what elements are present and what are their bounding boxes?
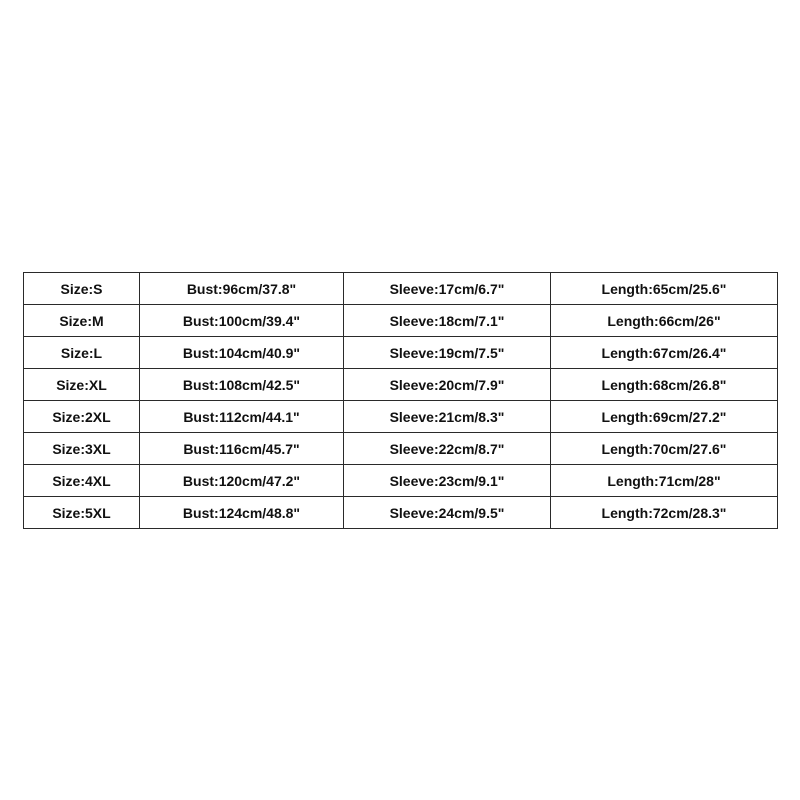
sleeve-cell: Sleeve:23cm/9.1" — [344, 465, 551, 497]
sleeve-cell: Sleeve:22cm/8.7" — [344, 433, 551, 465]
size-cell: Size:5XL — [24, 497, 140, 529]
table-row — [24, 305, 778, 337]
table-row — [24, 401, 778, 433]
size-chart-body — [24, 273, 778, 529]
sleeve-cell: Sleeve:21cm/8.3" — [344, 401, 551, 433]
sleeve-cell: Sleeve:20cm/7.9" — [344, 369, 551, 401]
table-row — [24, 369, 778, 401]
bust-cell: Bust:116cm/45.7" — [140, 433, 344, 465]
bust-cell: Bust:104cm/40.9" — [140, 337, 344, 369]
sleeve-cell: Sleeve:18cm/7.1" — [344, 305, 551, 337]
size-cell: Size:XL — [24, 369, 140, 401]
bust-cell: Bust:100cm/39.4" — [140, 305, 344, 337]
sleeve-cell: Sleeve:24cm/9.5" — [344, 497, 551, 529]
size-cell: Size:3XL — [24, 433, 140, 465]
length-cell: Length:70cm/27.6" — [551, 433, 778, 465]
length-cell: Length:71cm/28" — [551, 465, 778, 497]
table-row — [24, 465, 778, 497]
bust-cell: Bust:124cm/48.8" — [140, 497, 344, 529]
size-cell: Size:S — [24, 273, 140, 305]
length-cell: Length:72cm/28.3" — [551, 497, 778, 529]
size-cell: Size:L — [24, 337, 140, 369]
length-cell: Length:65cm/25.6" — [551, 273, 778, 305]
bust-cell: Bust:120cm/47.2" — [140, 465, 344, 497]
size-cell: Size:2XL — [24, 401, 140, 433]
size-cell: Size:4XL — [24, 465, 140, 497]
bust-cell: Bust:96cm/37.8" — [140, 273, 344, 305]
table-row — [24, 273, 778, 305]
size-cell: Size:M — [24, 305, 140, 337]
length-cell: Length:69cm/27.2" — [551, 401, 778, 433]
bust-cell: Bust:112cm/44.1" — [140, 401, 344, 433]
size-chart-table — [23, 272, 778, 529]
sleeve-cell: Sleeve:19cm/7.5" — [344, 337, 551, 369]
table-row — [24, 433, 778, 465]
length-cell: Length:68cm/26.8" — [551, 369, 778, 401]
table-row — [24, 497, 778, 529]
length-cell: Length:66cm/26" — [551, 305, 778, 337]
bust-cell: Bust:108cm/42.5" — [140, 369, 344, 401]
length-cell: Length:67cm/26.4" — [551, 337, 778, 369]
sleeve-cell: Sleeve:17cm/6.7" — [344, 273, 551, 305]
table-row — [24, 337, 778, 369]
